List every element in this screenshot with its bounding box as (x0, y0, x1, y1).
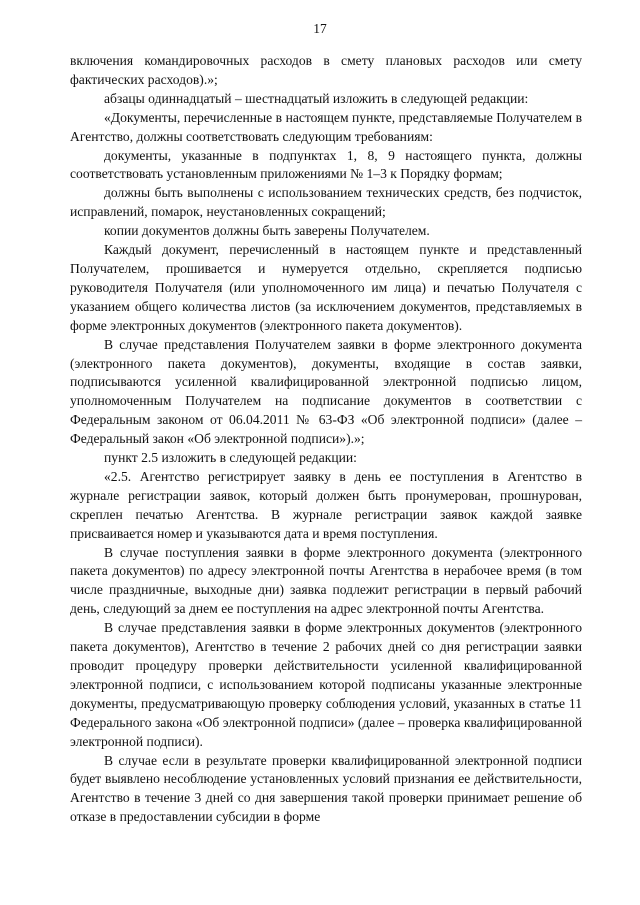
paragraph-requirements: «Документы, перечисленные в настоящем пункте, представляемые Получателем в Агентство, должны соответствовать следующим требованиям: (70, 109, 582, 144)
paragraph-forms: документы, указанные в подпунктах 1, 8, 9 настоящего пункта, должны соответствовать установленным приложениями № 1–3 к Порядку формам; (70, 147, 582, 182)
paragraph-copies: копии документов должны быть заверены Получателем. (104, 223, 430, 239)
paragraph-clause-2-5: «2.5. Агентство регистрирует заявку в день ее поступления в Агентство в журнале регистрации заявок, который должен быть пронумерован, прошнурован, скреплен печатью Агентства. В журнале регистрации заявок каждой заявке присваивается номер и указываются дата и время поступления. (70, 468, 582, 541)
paragraph-signature-check: В случае представления заявки в форме электронных документов (электронного пакета документов), Агентство в течение 2 рабочих дней со дня регистрации заявки проводит процедуру проверки действительности усиленной квалифицированной электронной подписи, с использованием которой подписаны указанные электронные документы, предусматривающую проверку соблюдения условий, указанных в статье 11 Федерального закона «Об электронной подписи» (далее – проверка квалифицированной электронной подписи). (70, 620, 583, 749)
page-number: 17 (313, 21, 327, 36)
paragraph-amendment-intro: абзацы одиннадцатый – шестнадцатый изложить в следующей редакции: (104, 90, 529, 106)
document-body (70, 52, 582, 827)
paragraph-nonworking-time: В случае поступления заявки в форме электронного документа (электронного пакета документов) по адресу электронной почты Агентства в нерабочее время (в том числе праздничные, выходные дни) заявка подлежит регистрации в первый рабочий день, следующий за днем ее поступления на адрес электронной почты Агентства. (70, 544, 582, 617)
paragraph-continuation: включения командировочных расходов в смету плановых расходов или смету фактических расходов).»; (70, 53, 582, 87)
paragraph-binding: Каждый документ, перечисленный в настоящем пункте и представленный Получателем, прошивается и нумеруется отдельно, скрепляется подписью руководителя Получателя (или уполномоченного им лица) и печатью Получателя с указанием общего количества листов (за исключением документов, представляемых в форме электронных документов (электронного пакета документов). (70, 242, 582, 333)
paragraph-technical-means: должны быть выполнены с использованием технических средств, без подчисток, исправлений, помарок, неустановленных сокращений; (70, 185, 582, 220)
paragraph-electronic-signature: В случае представления Получателем заявки в форме электронного документа (электронного пакета документов), документы, входящие в состав заявки, подписываются усиленной квалифицированной электронной подписью лицом, уполномоченным Получателем на подписание документов в соответствии с Федеральным законом от 06.04.2011 № 63-ФЗ «Об электронной подписи» (далее – Федеральный закон «Об электронной подписи»).»; (70, 336, 582, 447)
paragraph-clause-2-5-intro: пункт 2.5 изложить в следующей редакции: (104, 450, 357, 466)
paragraph-check-failure: В случае если в результате проверки квалифицированной электронной подписи будет выявлено несоблюдение установленных условий признания ее действительности, Агентство в течение 3 дней со дня завершения такой проверки принимает решение об отказе в предоставлении субсидии в форме (70, 752, 582, 825)
